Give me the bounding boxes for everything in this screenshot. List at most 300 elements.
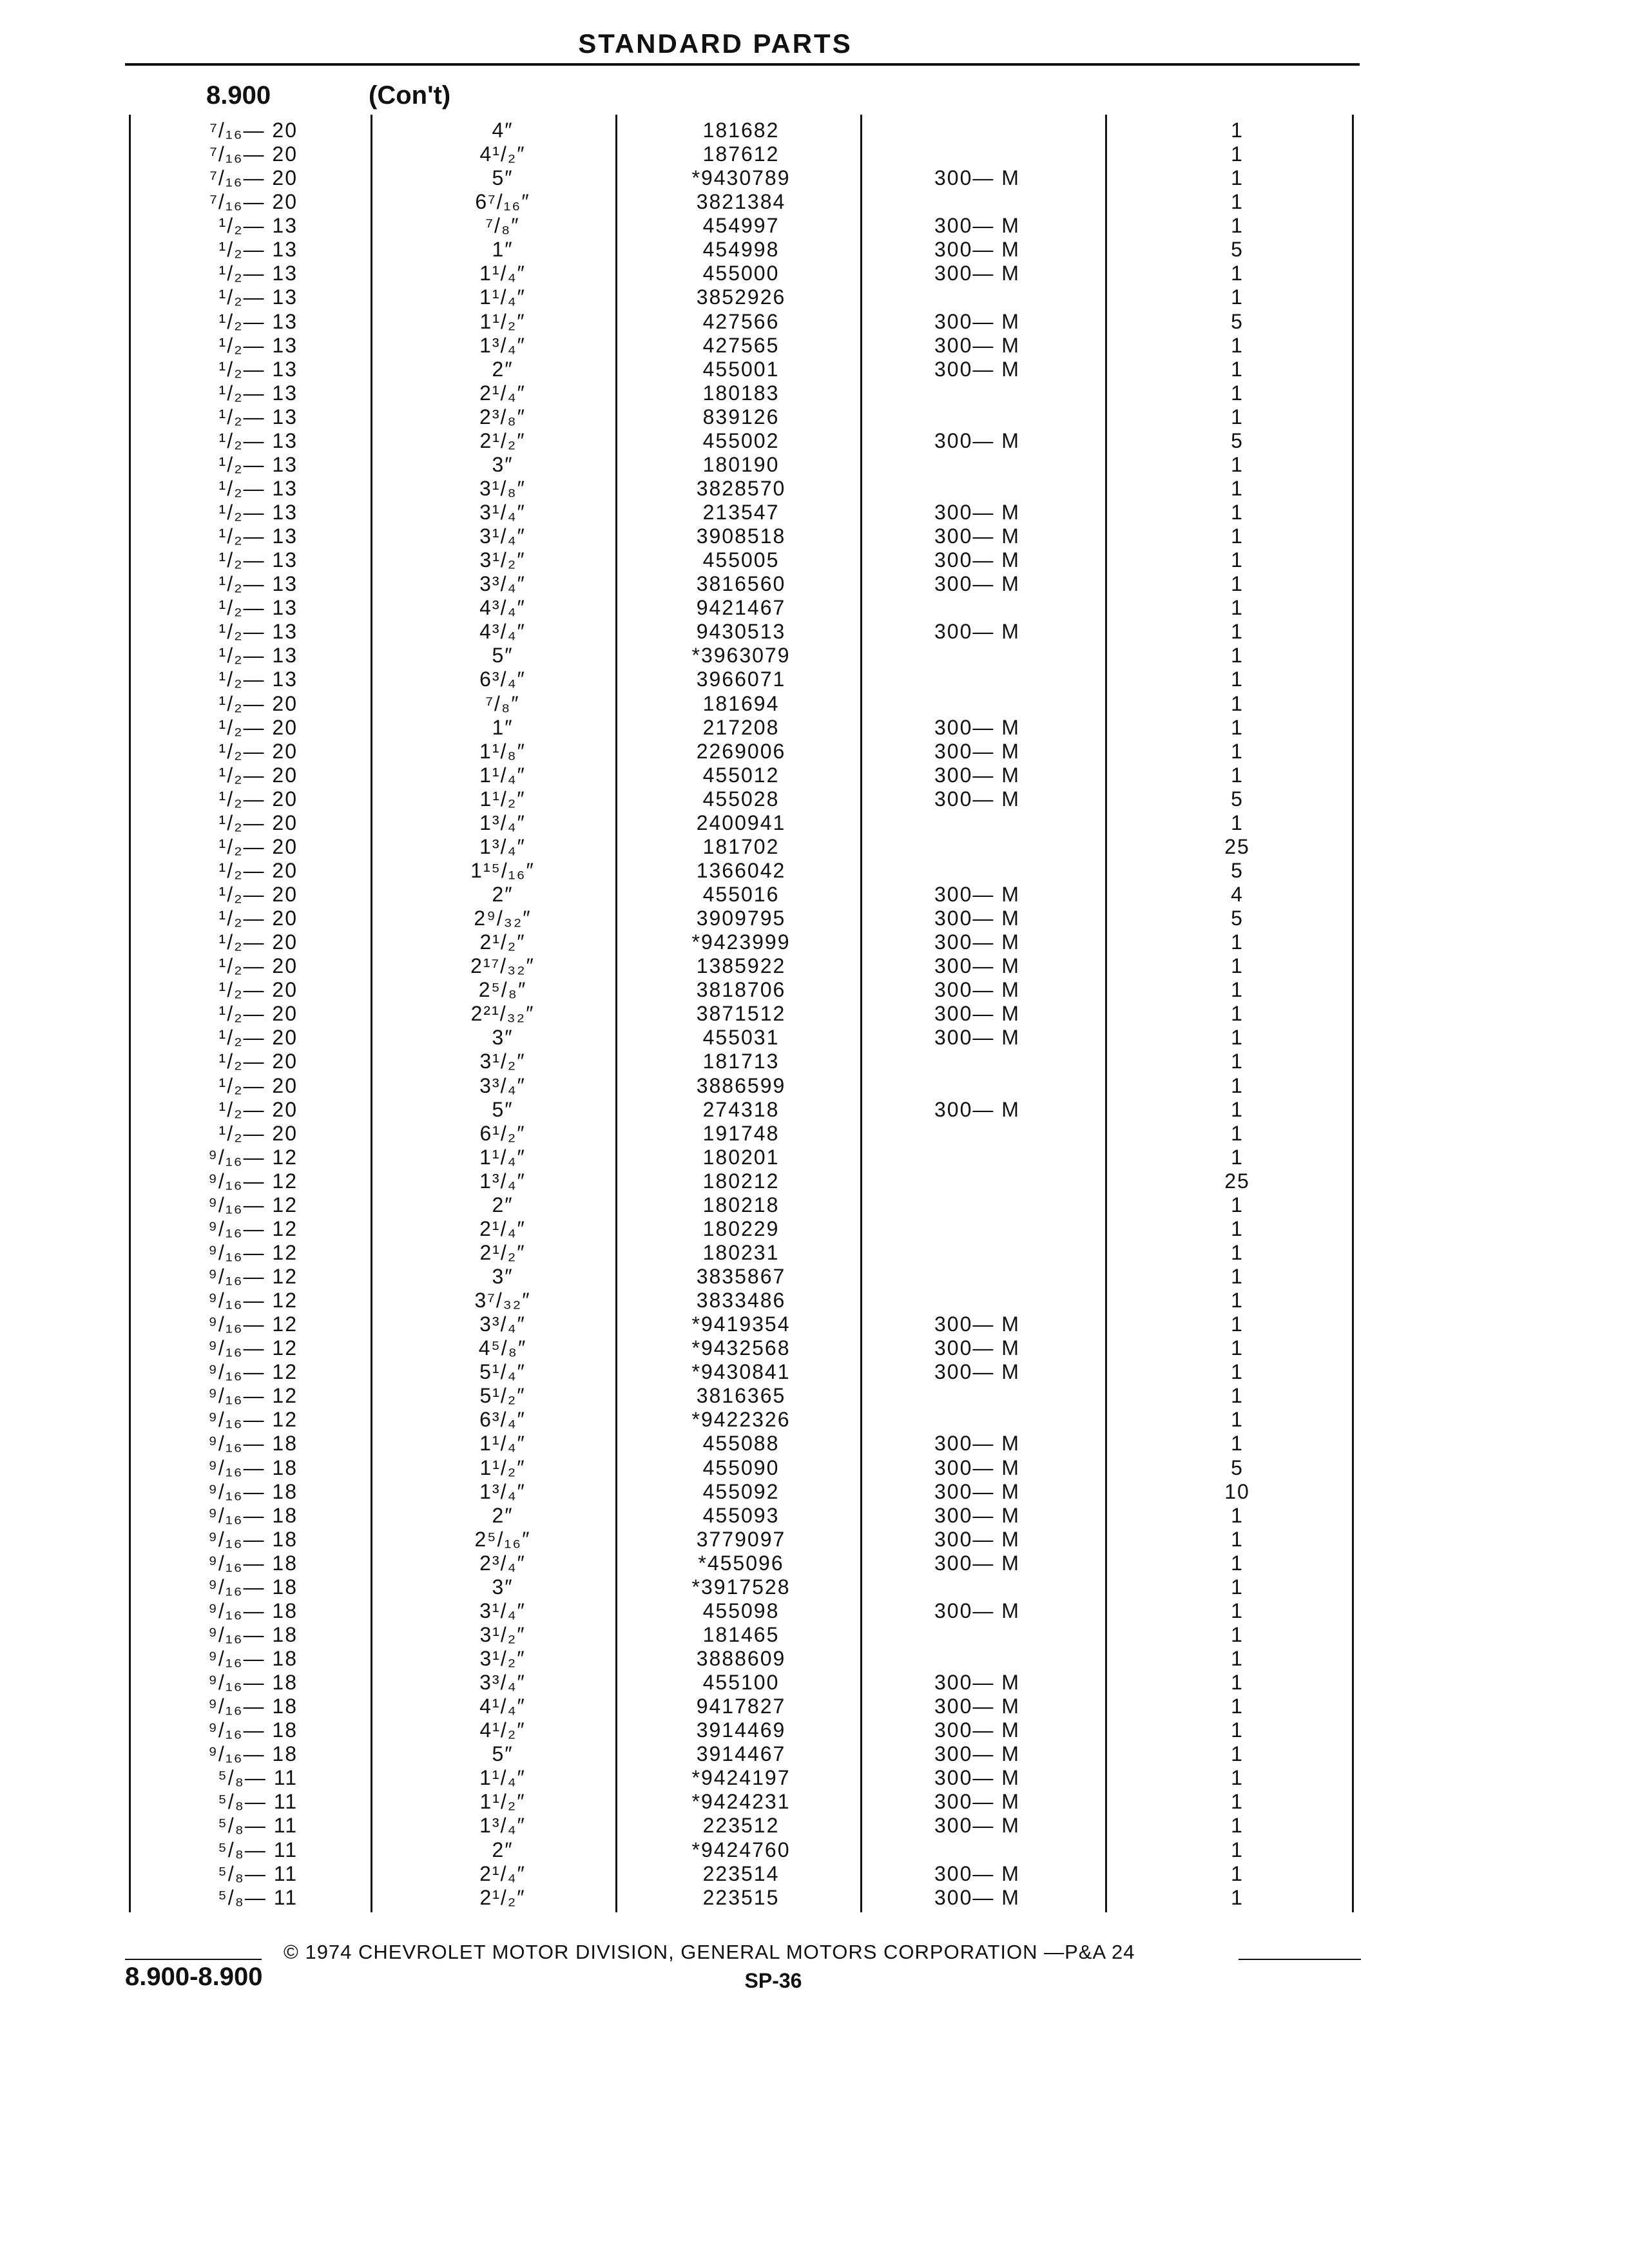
part-number-cell: 181465	[702, 1622, 780, 1646]
length-cell: 4¹/₂″	[479, 1718, 526, 1742]
spec-cell: 300— M	[934, 1814, 1020, 1838]
quantity-cell: 1	[1231, 1742, 1244, 1766]
part-number-cell: 455100	[702, 1671, 780, 1695]
length-cell: 3¹/₂″	[479, 548, 526, 572]
quantity-cell: 1	[1231, 1671, 1244, 1695]
table-row	[0, 740, 1629, 764]
quantity-cell: 5	[1231, 428, 1244, 452]
quantity-cell: 5	[1231, 787, 1244, 811]
thread-size-cell: ¹/₂— 20	[218, 739, 298, 763]
table-row	[0, 1050, 1629, 1073]
table-row	[0, 1432, 1629, 1456]
length-cell: 3″	[492, 452, 514, 476]
quantity-cell: 1	[1231, 1551, 1244, 1575]
part-number-cell: 455002	[702, 428, 780, 452]
quantity-cell: 1	[1231, 1766, 1244, 1790]
spec-cell: 300— M	[934, 548, 1020, 572]
spec-cell: 300— M	[934, 1718, 1020, 1742]
length-cell: 1¹/₄″	[479, 285, 526, 309]
thread-size-cell: ¹/₂— 13	[218, 262, 298, 285]
quantity-cell: 1	[1231, 524, 1244, 548]
part-number-cell: 427566	[702, 309, 780, 333]
length-cell: 2³/₄″	[479, 1551, 526, 1575]
quantity-cell: 1	[1231, 1838, 1244, 1861]
part-number-cell: 3871512	[696, 1002, 786, 1026]
part-number-cell: 839126	[702, 405, 780, 428]
length-cell: 3¹/₄″	[479, 501, 526, 524]
length-cell: 1³/₄″	[479, 811, 526, 834]
length-cell: 1¹/₂″	[479, 1790, 526, 1814]
length-cell: 1³/₄″	[479, 333, 526, 357]
thread-size-cell: ¹/₂— 20	[218, 1050, 298, 1073]
quantity-cell: 1	[1231, 1002, 1244, 1026]
quantity-cell: 1	[1231, 1265, 1244, 1288]
thread-size-cell: ¹/₂— 13	[218, 596, 298, 620]
spec-cell: 300— M	[934, 1885, 1020, 1909]
length-cell: 1³/₄″	[479, 1169, 526, 1193]
parts-table	[0, 119, 1629, 1910]
thread-size-cell: ⁷/₁₆— 20	[209, 119, 298, 142]
table-row	[0, 214, 1629, 238]
part-number-cell: 223512	[702, 1814, 780, 1838]
spec-cell: 300— M	[934, 1360, 1020, 1384]
length-cell: 5¹/₄″	[479, 1360, 526, 1384]
length-cell: 4¹/₂″	[479, 142, 526, 166]
quantity-cell: 1	[1231, 381, 1244, 405]
quantity-cell: 1	[1231, 501, 1244, 524]
part-number-cell: 181713	[702, 1050, 780, 1073]
spec-cell: 300— M	[934, 166, 1020, 190]
length-cell: 6⁷/₁₆″	[475, 190, 530, 214]
length-cell: 3″	[492, 1026, 514, 1050]
table-row	[0, 1456, 1629, 1480]
quantity-cell: 1	[1231, 1695, 1244, 1718]
spec-cell: 300— M	[934, 1026, 1020, 1050]
spec-cell: 300— M	[934, 1695, 1020, 1718]
table-row	[0, 1074, 1629, 1098]
quantity-cell: 1	[1231, 1861, 1244, 1885]
thread-size-cell: ¹/₂— 20	[218, 883, 298, 906]
table-row	[0, 644, 1629, 668]
thread-size-cell: ⁹/₁₆— 18	[208, 1622, 298, 1646]
table-row	[0, 1122, 1629, 1146]
table-row	[0, 1790, 1629, 1814]
length-cell: 2²¹/₃₂″	[470, 1002, 535, 1026]
spec-cell: 300— M	[934, 524, 1020, 548]
length-cell: 1¹/₂″	[479, 1456, 526, 1479]
thread-size-cell: ¹/₂— 13	[218, 285, 298, 309]
table-row	[0, 978, 1629, 1002]
table-row	[0, 954, 1629, 978]
thread-size-cell: ¹/₂— 13	[218, 524, 298, 548]
table-row	[0, 1695, 1629, 1718]
thread-size-cell: ¹/₂— 20	[218, 1097, 298, 1121]
table-row	[0, 1289, 1629, 1312]
part-number-cell: 217208	[702, 715, 780, 739]
length-cell: 1¹/₄″	[479, 763, 526, 787]
part-number-cell: 454997	[702, 214, 780, 238]
length-cell: 3¹/₂″	[479, 1622, 526, 1646]
thread-size-cell: ¹/₂— 13	[218, 501, 298, 524]
length-cell: 3″	[492, 1265, 514, 1288]
table-row	[0, 1623, 1629, 1647]
quantity-cell: 5	[1231, 309, 1244, 333]
quantity-cell: 1	[1231, 691, 1244, 715]
table-row	[0, 285, 1629, 309]
length-cell: 3″	[492, 1575, 514, 1599]
table-row	[0, 1312, 1629, 1336]
length-cell: 4¹/₄″	[479, 1695, 526, 1718]
part-number-cell: 187612	[702, 142, 780, 166]
quantity-cell: 1	[1231, 978, 1244, 1002]
part-number-cell: 2400941	[696, 811, 786, 834]
quantity-cell: 1	[1231, 1432, 1244, 1456]
table-row	[0, 1002, 1629, 1026]
spec-cell: 300— M	[934, 333, 1020, 357]
length-cell: 2¹/₂″	[479, 1240, 526, 1264]
thread-size-cell: ¹/₂— 13	[218, 214, 298, 238]
quantity-cell: 1	[1231, 1240, 1244, 1264]
thread-size-cell: ¹/₂— 13	[218, 668, 298, 691]
spec-cell: 300— M	[934, 883, 1020, 906]
length-cell: 3⁷/₃₂″	[474, 1289, 531, 1312]
thread-size-cell: ¹/₂— 20	[218, 978, 298, 1002]
thread-size-cell: ⁹/₁₆— 12	[208, 1336, 298, 1360]
quantity-cell: 25	[1224, 834, 1250, 858]
part-number-cell: 455016	[702, 883, 780, 906]
length-cell: 2″	[492, 1503, 514, 1527]
length-cell: 3¹/₂″	[479, 1647, 526, 1670]
thread-size-cell: ⁹/₁₆— 12	[208, 1240, 298, 1264]
quantity-cell: 1	[1231, 1814, 1244, 1838]
length-cell: 5″	[492, 644, 514, 668]
quantity-cell: 1	[1231, 1408, 1244, 1432]
thread-size-cell: ¹/₂— 20	[218, 691, 298, 715]
table-row	[0, 907, 1629, 930]
length-cell: 3³/₄″	[479, 1671, 526, 1695]
part-number-cell: 9421467	[696, 596, 786, 620]
length-cell: 1¹⁵/₁₆″	[470, 858, 535, 882]
part-number-cell: 180218	[702, 1193, 780, 1216]
length-cell: ⁷/₈″	[485, 691, 520, 715]
table-row	[0, 764, 1629, 787]
table-row	[0, 1384, 1629, 1408]
spec-cell: 300— M	[934, 309, 1020, 333]
part-number-cell: *9430789	[691, 166, 791, 190]
part-number-cell: 3888609	[696, 1647, 786, 1670]
thread-size-cell: ⁹/₁₆— 12	[208, 1312, 298, 1336]
thread-size-cell: ⁵/₈— 11	[218, 1885, 298, 1909]
footer-rule-left	[125, 1959, 262, 1960]
part-number-cell: 180229	[702, 1216, 780, 1240]
quantity-cell: 1	[1231, 644, 1244, 668]
table-row	[0, 716, 1629, 740]
part-number-cell: 180212	[702, 1169, 780, 1193]
table-row	[0, 477, 1629, 501]
part-number-cell: 3816560	[696, 572, 786, 596]
part-number-cell: 1385922	[696, 954, 786, 978]
table-row	[0, 166, 1629, 190]
part-number-cell: 3914467	[696, 1742, 786, 1766]
table-row	[0, 1217, 1629, 1241]
table-row	[0, 1336, 1629, 1360]
length-cell: 1¹/₄″	[479, 262, 526, 285]
thread-size-cell: ¹/₂— 13	[218, 238, 298, 262]
spec-cell: 300— M	[934, 954, 1020, 978]
table-row	[0, 1504, 1629, 1528]
spec-cell: 300— M	[934, 930, 1020, 954]
part-number-cell: 3909795	[696, 907, 786, 930]
part-number-cell: 181702	[702, 834, 780, 858]
page-title: STANDARD PARTS	[578, 28, 853, 59]
length-cell: 1¹/₈″	[479, 739, 526, 763]
length-cell: 6³/₄″	[479, 1408, 526, 1432]
length-cell: 1¹/₂″	[479, 787, 526, 811]
spec-cell: 300— M	[934, 763, 1020, 787]
part-number-cell: *9423999	[691, 930, 791, 954]
spec-cell: 300— M	[934, 214, 1020, 238]
quantity-cell: 10	[1224, 1479, 1250, 1503]
thread-size-cell: ¹/₂— 13	[218, 428, 298, 452]
thread-size-cell: ⁹/₁₆— 12	[208, 1384, 298, 1408]
thread-size-cell: ⁹/₁₆— 12	[208, 1145, 298, 1169]
thread-size-cell: ¹/₂— 20	[218, 1073, 298, 1097]
thread-size-cell: ¹/₂— 13	[218, 572, 298, 596]
length-cell: 5¹/₂″	[479, 1384, 526, 1408]
part-number-cell: *3917528	[691, 1575, 791, 1599]
thread-size-cell: ⁹/₁₆— 18	[208, 1671, 298, 1695]
length-cell: 1¹/₄″	[479, 1145, 526, 1169]
quantity-cell: 5	[1231, 238, 1244, 262]
part-number-cell: 455088	[702, 1432, 780, 1456]
length-cell: 2¹/₄″	[479, 1216, 526, 1240]
spec-cell: 300— M	[934, 572, 1020, 596]
thread-size-cell: ¹/₂— 20	[218, 763, 298, 787]
quantity-cell: 1	[1231, 1050, 1244, 1073]
spec-cell: 300— M	[934, 739, 1020, 763]
table-row	[0, 1814, 1629, 1838]
thread-size-cell: ⁷/₁₆— 20	[209, 190, 298, 214]
spec-cell: 300— M	[934, 262, 1020, 285]
part-number-cell: 180231	[702, 1240, 780, 1264]
thread-size-cell: ¹/₂— 20	[218, 907, 298, 930]
length-cell: 3³/₄″	[479, 1312, 526, 1336]
spec-cell: 300— M	[934, 1551, 1020, 1575]
table-row	[0, 1575, 1629, 1599]
thread-size-cell: ⁷/₁₆— 20	[209, 142, 298, 166]
spec-cell: 300— M	[934, 357, 1020, 381]
part-number-cell: 2269006	[696, 739, 786, 763]
quantity-cell: 1	[1231, 1575, 1244, 1599]
spec-cell: 300— M	[934, 1790, 1020, 1814]
spec-cell: 300— M	[934, 1861, 1020, 1885]
table-row	[0, 1026, 1629, 1050]
spec-cell: 300— M	[934, 1503, 1020, 1527]
part-number-cell: 223515	[702, 1885, 780, 1909]
part-number-cell: 213547	[702, 501, 780, 524]
part-number-cell: 3835867	[696, 1265, 786, 1288]
length-cell: 1″	[492, 238, 514, 262]
part-number-cell: 3816365	[696, 1384, 786, 1408]
page-range: 8.900-8.900	[125, 1963, 263, 1991]
part-number-cell: 180183	[702, 381, 780, 405]
table-row	[0, 1408, 1629, 1432]
part-number-cell: 3966071	[696, 668, 786, 691]
thread-size-cell: ⁹/₁₆— 12	[208, 1408, 298, 1432]
table-row	[0, 668, 1629, 691]
part-number-cell: 223514	[702, 1861, 780, 1885]
quantity-cell: 1	[1231, 596, 1244, 620]
length-cell: 2⁵/₈″	[478, 978, 527, 1002]
length-cell: 2¹⁷/₃₂″	[470, 954, 535, 978]
thread-size-cell: ¹/₂— 13	[218, 620, 298, 644]
quantity-cell: 1	[1231, 1336, 1244, 1360]
length-cell: 3¹/₄″	[479, 524, 526, 548]
thread-size-cell: ¹/₂— 20	[218, 1002, 298, 1026]
thread-size-cell: ¹/₂— 13	[218, 644, 298, 668]
part-number-cell: *3963079	[691, 644, 791, 668]
quantity-cell: 1	[1231, 1718, 1244, 1742]
spec-cell: 300— M	[934, 238, 1020, 262]
quantity-cell: 1	[1231, 1360, 1244, 1384]
part-number-cell: *455096	[698, 1551, 784, 1575]
part-number-cell: 191748	[702, 1121, 780, 1145]
quantity-cell: 1	[1231, 668, 1244, 691]
thread-size-cell: ⁹/₁₆— 12	[208, 1216, 298, 1240]
table-row	[0, 1241, 1629, 1265]
thread-size-cell: ⁹/₁₆— 18	[208, 1527, 298, 1551]
thread-size-cell: ¹/₂— 13	[218, 548, 298, 572]
thread-size-cell: ⁹/₁₆— 18	[208, 1575, 298, 1599]
quantity-cell: 1	[1231, 1216, 1244, 1240]
quantity-cell: 1	[1231, 262, 1244, 285]
table-row	[0, 142, 1629, 166]
table-row	[0, 310, 1629, 334]
part-number-cell: 455028	[702, 787, 780, 811]
quantity-cell: 5	[1231, 907, 1244, 930]
quantity-cell: 1	[1231, 1527, 1244, 1551]
spec-cell: 300— M	[934, 1456, 1020, 1479]
table-row	[0, 692, 1629, 716]
part-number-cell: 1366042	[696, 858, 786, 882]
part-number-cell: 3886599	[696, 1073, 786, 1097]
table-row	[0, 501, 1629, 524]
length-cell: 1″	[492, 715, 514, 739]
thread-size-cell: ⁹/₁₆— 18	[208, 1647, 298, 1670]
length-cell: 1³/₄″	[479, 1479, 526, 1503]
part-number-cell: 3908518	[696, 524, 786, 548]
spec-cell: 300— M	[934, 1312, 1020, 1336]
part-number-cell: 9430513	[696, 620, 786, 644]
length-cell: 3³/₄″	[479, 1073, 526, 1097]
length-cell: 1¹/₄″	[479, 1432, 526, 1456]
length-cell: 4″	[492, 119, 514, 142]
table-row	[0, 238, 1629, 262]
quantity-cell: 5	[1231, 858, 1244, 882]
part-number-cell: 455005	[702, 548, 780, 572]
thread-size-cell: ⁹/₁₆— 18	[208, 1503, 298, 1527]
part-number-cell: 455001	[702, 357, 780, 381]
quantity-cell: 1	[1231, 1790, 1244, 1814]
quantity-cell: 1	[1231, 357, 1244, 381]
part-number-cell: 455092	[702, 1479, 780, 1503]
table-row	[0, 1599, 1629, 1623]
thread-size-cell: ⁵/₈— 11	[218, 1861, 298, 1885]
thread-size-cell: ⁹/₁₆— 18	[208, 1479, 298, 1503]
table-row	[0, 1552, 1629, 1575]
length-cell: 5″	[492, 1097, 514, 1121]
table-row	[0, 429, 1629, 453]
table-row	[0, 596, 1629, 620]
length-cell: 5″	[492, 166, 514, 190]
length-cell: 3¹/₄″	[479, 1599, 526, 1622]
length-cell: 2″	[492, 883, 514, 906]
thread-size-cell: ⁹/₁₆— 12	[208, 1360, 298, 1384]
thread-size-cell: ⁹/₁₆— 12	[208, 1265, 298, 1288]
table-row	[0, 1647, 1629, 1671]
table-row	[0, 262, 1629, 285]
length-cell: 2¹/₂″	[479, 428, 526, 452]
thread-size-cell: ⁹/₁₆— 18	[208, 1432, 298, 1456]
thread-size-cell: ¹/₂— 20	[218, 787, 298, 811]
quantity-cell: 1	[1231, 1193, 1244, 1216]
thread-size-cell: ¹/₂— 13	[218, 357, 298, 381]
thread-size-cell: ⁹/₁₆— 12	[208, 1289, 298, 1312]
thread-size-cell: ⁵/₈— 11	[218, 1814, 298, 1838]
table-row	[0, 1886, 1629, 1910]
table-row	[0, 190, 1629, 214]
length-cell: 2¹/₂″	[479, 930, 526, 954]
quantity-cell: 1	[1231, 1145, 1244, 1169]
footer-rule-right	[1239, 1959, 1361, 1960]
quantity-cell: 1	[1231, 166, 1244, 190]
table-row	[0, 1766, 1629, 1790]
thread-size-cell: ¹/₂— 20	[218, 834, 298, 858]
table-row	[0, 1360, 1629, 1384]
table-row	[0, 572, 1629, 596]
part-number-cell: 427565	[702, 333, 780, 357]
thread-size-cell: ⁹/₁₆— 18	[208, 1456, 298, 1479]
quantity-cell: 1	[1231, 954, 1244, 978]
length-cell: 2″	[492, 1193, 514, 1216]
thread-size-cell: ⁹/₁₆— 18	[208, 1695, 298, 1718]
quantity-cell: 1	[1231, 214, 1244, 238]
table-row	[0, 381, 1629, 405]
thread-size-cell: ¹/₂— 13	[218, 405, 298, 428]
thread-size-cell: ¹/₂— 20	[218, 954, 298, 978]
part-number-cell: 3779097	[696, 1527, 786, 1551]
quantity-cell: 1	[1231, 1503, 1244, 1527]
quantity-cell: 1	[1231, 1073, 1244, 1097]
thread-size-cell: ⁹/₁₆— 18	[208, 1599, 298, 1622]
thread-size-cell: ¹/₂— 20	[218, 1121, 298, 1145]
table-row	[0, 1862, 1629, 1886]
length-cell: 2¹/₄″	[479, 381, 526, 405]
length-cell: 1¹/₂″	[479, 309, 526, 333]
part-number-cell: *9424760	[691, 1838, 791, 1861]
quantity-cell: 1	[1231, 476, 1244, 500]
spec-cell: 300— M	[934, 1671, 1020, 1695]
quantity-cell: 1	[1231, 572, 1244, 596]
part-number-cell: 274318	[702, 1097, 780, 1121]
length-cell: 6¹/₂″	[479, 1121, 526, 1145]
quantity-cell: 1	[1231, 763, 1244, 787]
length-cell: ⁷/₈″	[485, 214, 520, 238]
length-cell: 2″	[492, 1838, 514, 1861]
part-number-cell: 3852926	[696, 285, 786, 309]
part-number-cell: 454998	[702, 238, 780, 262]
thread-size-cell: ¹/₂— 20	[218, 811, 298, 834]
